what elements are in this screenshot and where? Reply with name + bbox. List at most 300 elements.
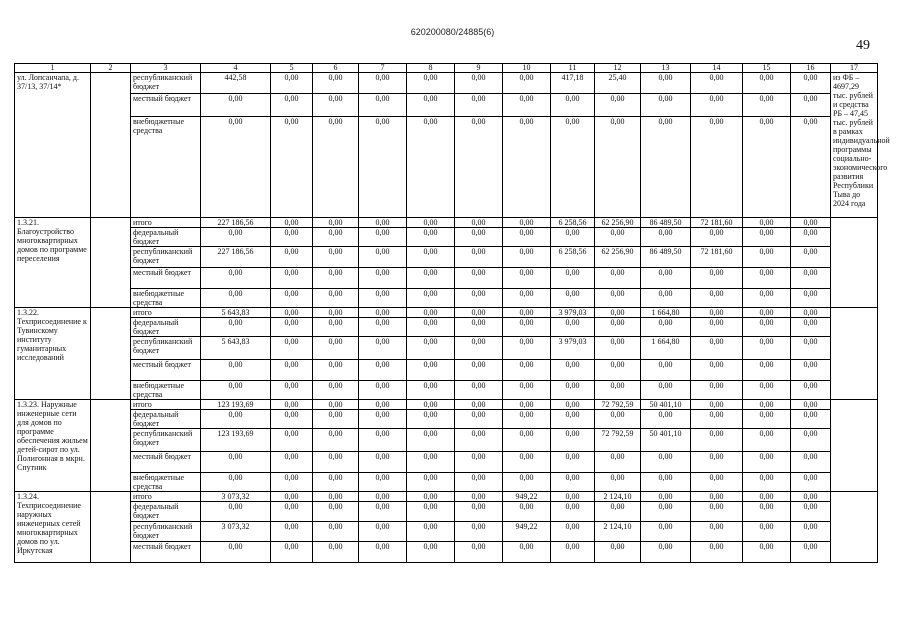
column-number-14: 14 [691, 64, 743, 73]
amount-cell: 0,00 [743, 247, 791, 268]
amount-cell: 0,00 [595, 452, 641, 473]
amount-cell: 0,00 [407, 429, 455, 452]
amount-cell: 0,00 [201, 542, 271, 563]
amount-cell: 86 489,50 [641, 247, 691, 268]
amount-cell: 0,00 [313, 492, 359, 502]
amount-cell: 0,00 [359, 492, 407, 502]
funding-source-cell: итого [131, 492, 201, 502]
amount-cell: 0,00 [503, 542, 551, 563]
amount-cell: 0,00 [359, 473, 407, 492]
event-name-cell: 1.3.24. Техприсоединение наружных инженерных сетей многоквартирных домов по ул. Иркутская [15, 492, 91, 563]
funding-source-cell: внебюджетные средства [131, 117, 201, 218]
amount-cell: 0,00 [201, 410, 271, 429]
amount-cell: 0,00 [691, 381, 743, 400]
amount-cell: 0,00 [201, 228, 271, 247]
amount-cell: 0,00 [407, 308, 455, 318]
amount-cell: 0,00 [407, 289, 455, 308]
table-row [15, 492, 878, 502]
amount-cell: 0,00 [743, 117, 791, 218]
amount-cell: 3 979,03 [551, 308, 595, 318]
amount-cell: 0,00 [641, 360, 691, 381]
amount-cell: 0,00 [313, 360, 359, 381]
amount-cell: 0,00 [551, 94, 595, 117]
amount-cell: 0,00 [407, 452, 455, 473]
amount-cell: 0,00 [791, 381, 831, 400]
funding-source-cell: местный бюджет [131, 94, 201, 117]
amount-cell: 62 256,90 [595, 218, 641, 228]
amount-cell: 0,00 [407, 318, 455, 337]
amount-cell: 0,00 [201, 94, 271, 117]
amount-cell: 0,00 [743, 337, 791, 360]
amount-cell: 0,00 [551, 492, 595, 502]
amount-cell: 0,00 [551, 289, 595, 308]
amount-cell: 0,00 [201, 381, 271, 400]
amount-cell: 0,00 [271, 542, 313, 563]
amount-cell: 0,00 [691, 502, 743, 522]
amount-cell: 50 401,10 [641, 400, 691, 410]
amount-cell: 0,00 [791, 542, 831, 563]
table-row [15, 268, 878, 289]
amount-cell: 0,00 [791, 337, 831, 360]
amount-cell: 0,00 [271, 492, 313, 502]
amount-cell: 0,00 [691, 360, 743, 381]
amount-cell: 0,00 [691, 492, 743, 502]
column-number-16: 16 [791, 64, 831, 73]
amount-cell: 0,00 [359, 502, 407, 522]
table-row [15, 218, 878, 228]
amount-cell: 0,00 [455, 73, 503, 94]
amount-cell: 0,00 [503, 117, 551, 218]
amount-cell: 417,18 [551, 73, 595, 94]
amount-cell: 0,00 [503, 410, 551, 429]
amount-cell: 0,00 [313, 218, 359, 228]
amount-cell: 0,00 [359, 400, 407, 410]
amount-cell: 442,58 [201, 73, 271, 94]
amount-cell: 0,00 [503, 308, 551, 318]
amount-cell: 5 643,83 [201, 308, 271, 318]
amount-cell: 0,00 [791, 117, 831, 218]
amount-cell: 1 664,80 [641, 337, 691, 360]
amount-cell: 0,00 [791, 289, 831, 308]
amount-cell: 0,00 [641, 117, 691, 218]
amount-cell: 0,00 [503, 360, 551, 381]
amount-cell: 0,00 [503, 318, 551, 337]
column-number-5: 5 [271, 64, 313, 73]
amount-cell: 0,00 [503, 381, 551, 400]
amount-cell: 0,00 [743, 502, 791, 522]
amount-cell: 0,00 [691, 289, 743, 308]
amount-cell: 0,00 [359, 247, 407, 268]
amount-cell: 0,00 [791, 360, 831, 381]
amount-cell: 0,00 [313, 308, 359, 318]
column-number-8: 8 [407, 64, 455, 73]
amount-cell: 0,00 [551, 522, 595, 542]
amount-cell: 0,00 [201, 268, 271, 289]
amount-cell: 0,00 [407, 360, 455, 381]
column-number-13: 13 [641, 64, 691, 73]
amount-cell: 0,00 [271, 381, 313, 400]
amount-cell: 0,00 [313, 400, 359, 410]
amount-cell: 0,00 [313, 94, 359, 117]
amount-cell: 0,00 [201, 452, 271, 473]
amount-cell: 0,00 [791, 502, 831, 522]
table-row [15, 117, 878, 218]
amount-cell: 0,00 [791, 268, 831, 289]
executor-cell [91, 73, 131, 218]
amount-cell: 0,00 [641, 73, 691, 94]
amount-cell: 3 073,32 [201, 492, 271, 502]
amount-cell: 123 193,69 [201, 429, 271, 452]
amount-cell: 0,00 [407, 117, 455, 218]
amount-cell: 0,00 [551, 473, 595, 492]
table-row [15, 318, 878, 337]
amount-cell: 0,00 [791, 247, 831, 268]
amount-cell: 0,00 [359, 94, 407, 117]
amount-cell: 0,00 [691, 117, 743, 218]
amount-cell: 0,00 [271, 117, 313, 218]
amount-cell: 0,00 [691, 308, 743, 318]
amount-cell: 0,00 [407, 228, 455, 247]
amount-cell: 0,00 [271, 318, 313, 337]
amount-cell: 0,00 [201, 502, 271, 522]
amount-cell: 0,00 [503, 429, 551, 452]
amount-cell: 0,00 [691, 268, 743, 289]
amount-cell: 0,00 [313, 473, 359, 492]
executor-cell [91, 218, 131, 308]
amount-cell: 0,00 [359, 73, 407, 94]
amount-cell: 0,00 [313, 268, 359, 289]
amount-cell: 0,00 [407, 502, 455, 522]
amount-cell: 0,00 [455, 502, 503, 522]
amount-cell: 0,00 [271, 308, 313, 318]
note-cell [831, 218, 878, 308]
amount-cell: 0,00 [743, 228, 791, 247]
funding-source-cell: местный бюджет [131, 360, 201, 381]
funding-source-cell: итого [131, 400, 201, 410]
amount-cell: 0,00 [791, 94, 831, 117]
amount-cell: 0,00 [455, 308, 503, 318]
executor-cell [91, 492, 131, 563]
amount-cell: 0,00 [641, 473, 691, 492]
amount-cell: 0,00 [743, 452, 791, 473]
table-row [15, 228, 878, 247]
funding-source-cell: местный бюджет [131, 268, 201, 289]
amount-cell: 949,22 [503, 492, 551, 502]
amount-cell: 0,00 [641, 542, 691, 563]
amount-cell: 0,00 [455, 247, 503, 268]
table-row [15, 381, 878, 400]
column-number-15: 15 [743, 64, 791, 73]
page-number: 49 [856, 38, 870, 53]
amount-cell: 0,00 [791, 410, 831, 429]
amount-cell: 0,00 [313, 117, 359, 218]
budget-table [14, 63, 890, 563]
table-row [15, 360, 878, 381]
amount-cell: 0,00 [313, 452, 359, 473]
amount-cell: 0,00 [407, 410, 455, 429]
amount-cell: 0,00 [359, 289, 407, 308]
event-name-cell: 1.3.22. Техприсоединение к Тувинскому институту гуманитарных исследований [15, 308, 91, 400]
funding-source-cell: местный бюджет [131, 452, 201, 473]
table-row [15, 473, 878, 492]
table-row [15, 410, 878, 429]
amount-cell: 6 258,56 [551, 247, 595, 268]
table-row [15, 522, 878, 542]
amount-cell: 0,00 [455, 318, 503, 337]
amount-cell: 0,00 [407, 400, 455, 410]
amount-cell: 0,00 [455, 337, 503, 360]
amount-cell: 72 181,60 [691, 218, 743, 228]
amount-cell: 0,00 [743, 381, 791, 400]
amount-cell: 0,00 [641, 492, 691, 502]
column-number-4: 4 [201, 64, 271, 73]
amount-cell: 0,00 [551, 318, 595, 337]
amount-cell: 72 181,60 [691, 247, 743, 268]
amount-cell: 0,00 [551, 429, 595, 452]
amount-cell: 0,00 [271, 502, 313, 522]
amount-cell: 0,00 [313, 542, 359, 563]
amount-cell: 72 792,59 [595, 400, 641, 410]
amount-cell: 0,00 [595, 473, 641, 492]
amount-cell: 0,00 [313, 502, 359, 522]
amount-cell: 0,00 [455, 268, 503, 289]
amount-cell: 0,00 [271, 410, 313, 429]
amount-cell: 25,40 [595, 73, 641, 94]
amount-cell: 0,00 [503, 502, 551, 522]
amount-cell: 0,00 [313, 318, 359, 337]
amount-cell: 0,00 [359, 410, 407, 429]
table-row [15, 429, 878, 452]
amount-cell: 0,00 [271, 337, 313, 360]
amount-cell: 0,00 [313, 289, 359, 308]
table-row [15, 452, 878, 473]
amount-cell: 0,00 [407, 492, 455, 502]
amount-cell: 0,00 [691, 400, 743, 410]
amount-cell: 3 073,32 [201, 522, 271, 542]
amount-cell: 0,00 [455, 492, 503, 502]
table-row [15, 289, 878, 308]
amount-cell: 0,00 [503, 289, 551, 308]
table-row [15, 247, 878, 268]
amount-cell: 0,00 [271, 268, 313, 289]
amount-cell: 0,00 [551, 228, 595, 247]
amount-cell: 0,00 [407, 247, 455, 268]
amount-cell: 0,00 [743, 94, 791, 117]
amount-cell: 0,00 [407, 542, 455, 563]
amount-cell: 6 258,56 [551, 218, 595, 228]
amount-cell: 0,00 [271, 73, 313, 94]
amount-cell: 0,00 [359, 308, 407, 318]
amount-cell: 0,00 [595, 360, 641, 381]
amount-cell: 0,00 [313, 410, 359, 429]
amount-cell: 0,00 [455, 94, 503, 117]
amount-cell: 0,00 [551, 400, 595, 410]
amount-cell: 0,00 [743, 318, 791, 337]
amount-cell: 0,00 [791, 492, 831, 502]
funding-source-cell: республиканский бюджет [131, 247, 201, 268]
event-name-cell: 1.3.21. Благоустройство многоквартирных домов по программе переселения [15, 218, 91, 308]
amount-cell: 0,00 [691, 73, 743, 94]
amount-cell: 0,00 [201, 289, 271, 308]
amount-cell: 0,00 [503, 337, 551, 360]
amount-cell: 0,00 [407, 522, 455, 542]
amount-cell: 0,00 [691, 318, 743, 337]
amount-cell: 0,00 [271, 473, 313, 492]
funding-source-cell: федеральный бюджет [131, 228, 201, 247]
amount-cell: 0,00 [743, 268, 791, 289]
column-number-7: 7 [359, 64, 407, 73]
amount-cell: 0,00 [791, 318, 831, 337]
amount-cell: 0,00 [455, 473, 503, 492]
amount-cell: 0,00 [271, 522, 313, 542]
amount-cell: 0,00 [743, 360, 791, 381]
amount-cell: 0,00 [201, 473, 271, 492]
amount-cell: 0,00 [595, 410, 641, 429]
amount-cell: 0,00 [743, 542, 791, 563]
amount-cell: 0,00 [791, 452, 831, 473]
table-row [15, 400, 878, 410]
amount-cell: 0,00 [551, 542, 595, 563]
column-number-1: 1 [15, 64, 91, 73]
amount-cell: 0,00 [359, 522, 407, 542]
amount-cell: 0,00 [791, 429, 831, 452]
column-number-10: 10 [503, 64, 551, 73]
funding-source-cell: республиканский бюджет [131, 337, 201, 360]
note-cell [831, 492, 878, 563]
executor-cell [91, 308, 131, 400]
amount-cell: 0,00 [455, 218, 503, 228]
amount-cell: 0,00 [641, 452, 691, 473]
note-cell: из ФБ – 4697,29 тыс. рублей и средства РБ – 47,45 тыс. рублей в рамках индивидуальной программы социально-экономического развития Республики Тыва до 2024 года [831, 73, 878, 218]
amount-cell: 0,00 [201, 318, 271, 337]
amount-cell: 0,00 [313, 73, 359, 94]
amount-cell: 0,00 [595, 318, 641, 337]
amount-cell: 0,00 [201, 360, 271, 381]
amount-cell: 0,00 [359, 318, 407, 337]
amount-cell: 0,00 [641, 289, 691, 308]
amount-cell: 0,00 [595, 337, 641, 360]
amount-cell: 0,00 [407, 337, 455, 360]
amount-cell: 0,00 [313, 228, 359, 247]
amount-cell: 0,00 [551, 360, 595, 381]
amount-cell: 0,00 [359, 429, 407, 452]
amount-cell: 0,00 [743, 429, 791, 452]
amount-cell: 72 792,59 [595, 429, 641, 452]
amount-cell: 86 489,50 [641, 218, 691, 228]
funding-source-cell: республиканский бюджет [131, 73, 201, 94]
amount-cell: 0,00 [551, 117, 595, 218]
amount-cell: 0,00 [595, 542, 641, 563]
funding-source-cell: федеральный бюджет [131, 318, 201, 337]
amount-cell: 0,00 [551, 268, 595, 289]
amount-cell: 0,00 [641, 228, 691, 247]
amount-cell: 0,00 [743, 289, 791, 308]
amount-cell: 0,00 [551, 452, 595, 473]
amount-cell: 0,00 [455, 522, 503, 542]
amount-cell: 0,00 [791, 218, 831, 228]
amount-cell: 0,00 [455, 360, 503, 381]
column-number-6: 6 [313, 64, 359, 73]
amount-cell: 0,00 [691, 337, 743, 360]
note-cell [831, 400, 878, 492]
amount-cell: 0,00 [691, 94, 743, 117]
amount-cell: 0,00 [503, 218, 551, 228]
amount-cell: 0,00 [271, 247, 313, 268]
amount-cell: 949,22 [503, 522, 551, 542]
event-name-cell: ул. Лопсанчапа, д. 37/13, 37/14* [15, 73, 91, 218]
amount-cell: 0,00 [407, 94, 455, 117]
amount-cell: 0,00 [359, 268, 407, 289]
amount-cell: 0,00 [455, 228, 503, 247]
amount-cell: 0,00 [641, 94, 691, 117]
amount-cell: 0,00 [313, 429, 359, 452]
amount-cell: 0,00 [359, 117, 407, 218]
amount-cell: 0,00 [407, 473, 455, 492]
table-row [15, 337, 878, 360]
funding-source-cell: республиканский бюджет [131, 522, 201, 542]
column-number-17: 17 [831, 64, 878, 73]
amount-cell: 0,00 [503, 247, 551, 268]
column-number-9: 9 [455, 64, 503, 73]
amount-cell: 0,00 [691, 542, 743, 563]
amount-cell: 0,00 [271, 218, 313, 228]
amount-cell: 0,00 [595, 117, 641, 218]
amount-cell: 0,00 [641, 410, 691, 429]
amount-cell: 1 664,80 [641, 308, 691, 318]
amount-cell: 0,00 [641, 268, 691, 289]
amount-cell: 0,00 [271, 289, 313, 308]
amount-cell: 0,00 [455, 289, 503, 308]
amount-cell: 0,00 [503, 94, 551, 117]
amount-cell: 0,00 [503, 73, 551, 94]
column-number-3: 3 [131, 64, 201, 73]
amount-cell: 0,00 [595, 308, 641, 318]
amount-cell: 0,00 [359, 228, 407, 247]
amount-cell: 227 186,56 [201, 247, 271, 268]
amount-cell: 0,00 [313, 247, 359, 268]
amount-cell: 0,00 [503, 268, 551, 289]
funding-source-cell: итого [131, 308, 201, 318]
amount-cell: 0,00 [641, 522, 691, 542]
amount-cell: 0,00 [407, 73, 455, 94]
column-number-2: 2 [91, 64, 131, 73]
amount-cell: 2 124,10 [595, 492, 641, 502]
amount-cell: 0,00 [271, 360, 313, 381]
amount-cell: 0,00 [791, 400, 831, 410]
amount-cell: 0,00 [691, 410, 743, 429]
amount-cell: 2 124,10 [595, 522, 641, 542]
column-number-11: 11 [551, 64, 595, 73]
amount-cell: 0,00 [201, 117, 271, 218]
amount-cell: 62 256,90 [595, 247, 641, 268]
amount-cell: 0,00 [313, 522, 359, 542]
amount-cell: 0,00 [313, 337, 359, 360]
amount-cell: 0,00 [359, 381, 407, 400]
amount-cell: 0,00 [359, 337, 407, 360]
table-row [15, 308, 878, 318]
amount-cell: 0,00 [407, 218, 455, 228]
amount-cell: 0,00 [691, 522, 743, 542]
amount-cell: 0,00 [791, 228, 831, 247]
amount-cell: 0,00 [641, 381, 691, 400]
amount-cell: 0,00 [271, 400, 313, 410]
amount-cell: 0,00 [313, 381, 359, 400]
amount-cell: 0,00 [503, 400, 551, 410]
funding-source-cell: внебюджетные средства [131, 473, 201, 492]
amount-cell: 3 979,03 [551, 337, 595, 360]
amount-cell: 50 401,10 [641, 429, 691, 452]
funding-source-cell: республиканский бюджет [131, 429, 201, 452]
